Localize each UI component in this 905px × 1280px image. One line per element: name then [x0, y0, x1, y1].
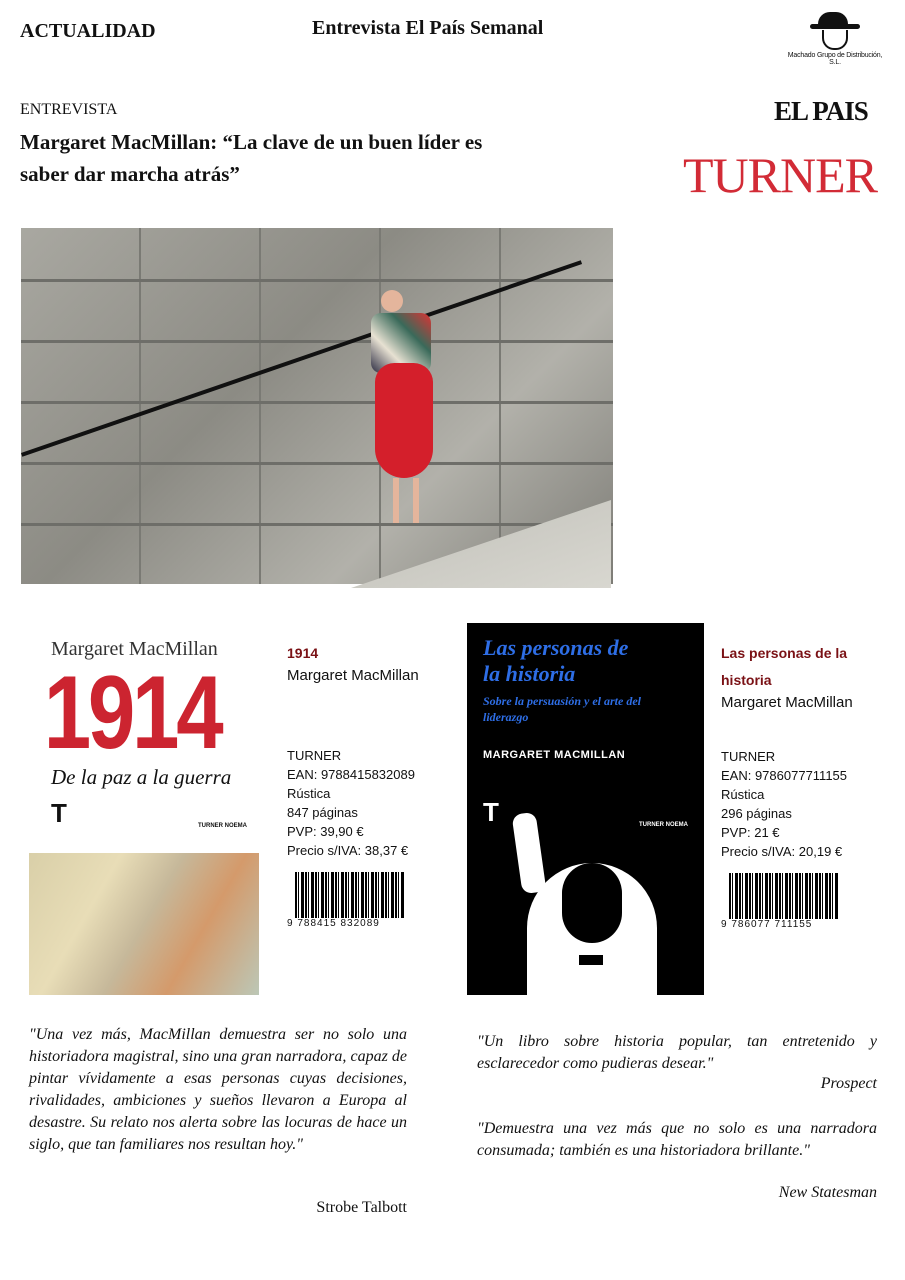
distributor-logo: Machado Grupo de Distribución, S.L. — [785, 6, 885, 66]
quote-new-statesman: "Demuestra una vez más que no solo es una narradora consumada; también es una historiadora brillante." — [477, 1120, 877, 1159]
barcode — [729, 873, 839, 919]
quote-prospect: "Un libro sobre historia popular, tan entretenido y esclarecedor como pudieras desear." — [477, 1033, 877, 1072]
page-header-title: Entrevista El País Semanal — [312, 17, 544, 39]
cover-map-illustration — [29, 853, 259, 995]
author-photo — [21, 228, 613, 584]
hat-icon — [810, 6, 860, 52]
turner-logo: TURNER — [683, 147, 877, 203]
article-kicker: ENTREVISTA — [20, 101, 118, 118]
quote-source: New Statesman — [778, 1184, 877, 1201]
section-label: ACTUALIDAD — [20, 20, 156, 42]
turner-t-icon: T — [483, 797, 499, 827]
turner-t-icon: T — [51, 798, 67, 828]
quote-source: Prospect — [820, 1075, 877, 1092]
book-info-1914: 1914 Margaret MacMillan TURNER EAN: 9788415832089 Rústica 847 páginas PVP: 39,90 € Precio s/IVA: 38,37 € 9 788415 832089 — [287, 645, 419, 929]
quote-talbott: "Una vez más, MacMillan demuestra ser no solo una historiadora magistral, sino una gran narradora, capaz de pintar vívidamente a esas personas cuyas decisiones, rivalidades, ambiciones y sueños llevaron a Europa al desastre. Su relato nos alerta sobre las locuras de hace un siglo, que tan familiares nos resultan hoy." — [29, 1026, 407, 1153]
el-pais-logo: EL PAIS — [774, 96, 868, 126]
quote-source: Strobe Talbott — [316, 1199, 407, 1216]
barcode — [295, 872, 405, 918]
book-cover-1914: Margaret MacMillan 1914 De la paz a la guerra T TURNER NOEMA — [29, 630, 259, 995]
book-info-personas: Las personas de la historia Margaret MacMillan TURNER EAN: 9786077711155 Rústica 296 páginas PVP: 21 € Precio s/IVA: 20,19 € 9 786077 711155 — [721, 645, 853, 930]
article-headline: Margaret MacMillan: “La clave de un buen líder es saber dar marcha atrás” — [20, 130, 483, 186]
book-cover-personas: Las personas de la historia Sobre la persuasión y el arte del liderazgo MARGARET MACMILLAN T TURNER NOEMA — [467, 623, 704, 995]
